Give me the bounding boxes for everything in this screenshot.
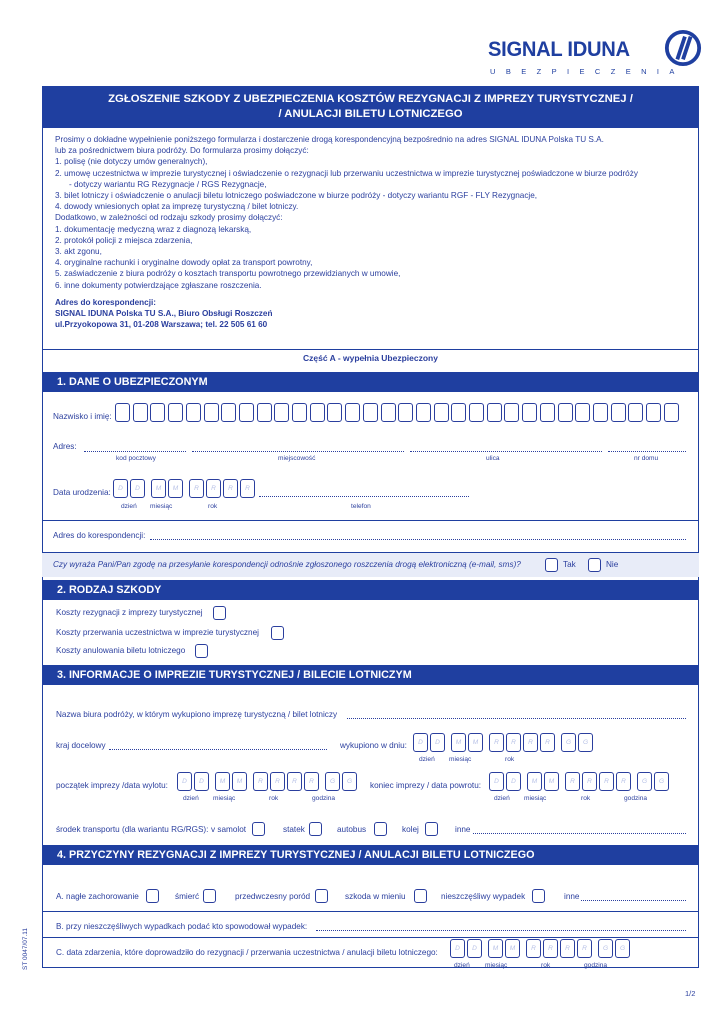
name-char-cell[interactable] <box>363 403 378 422</box>
caption: dzień <box>494 795 510 802</box>
list-item: 2. umowę uczestnictwa w imprezie turystycznej i oświadczenie o rezygnacji lub przerwaniu uczestnictwa w imprezie turystycznej poświadczone w biurze podróży <box>55 168 638 178</box>
event-date-char-cell[interactable]: R <box>526 939 541 958</box>
caption: ulica <box>486 455 500 462</box>
end-date-char-cell[interactable]: G <box>654 772 669 791</box>
end-date-char-cell[interactable]: M <box>527 772 542 791</box>
transport-option-label: autobus <box>337 825 367 834</box>
section-1-header: 1. DANE O UBEZPIECZONYM <box>42 372 699 392</box>
bought-date-label: wykupiono w dniu: <box>340 741 407 750</box>
start-date-char-cell[interactable]: R <box>270 772 285 791</box>
intro-paragraph: lub za pośrednictwem biura podróży. Do formularza prosimy dołączyć: <box>55 146 309 156</box>
transport-option-label: statek <box>283 825 305 834</box>
cause-property-checkbox[interactable] <box>414 889 427 903</box>
name-char-cell[interactable] <box>628 403 643 422</box>
name-char-cell[interactable] <box>504 403 519 422</box>
end-date-label: koniec imprezy / data powrotu: <box>370 781 482 790</box>
bought-date-char-cell[interactable]: R <box>523 733 538 752</box>
agency-label: Nazwa biura podróży, w którym wykupiono imprezę turystyczną / bilet lotniczy <box>56 710 338 719</box>
address-label: Adres: <box>53 442 77 451</box>
cause-label: nieszczęśliwy wypadek <box>441 892 526 901</box>
bought-date-char-cell[interactable]: M <box>451 733 466 752</box>
dob-char-cell[interactable]: R <box>206 479 221 498</box>
list-item: - dotyczy wariantu RG Rezygnacje / RGS Rezygnacje, <box>69 179 267 189</box>
brand-subtitle: UBEZPIECZENIA <box>490 67 685 76</box>
accident-cause-field[interactable] <box>316 930 686 931</box>
bought-date-char-cell[interactable]: R <box>506 733 521 752</box>
event-date-char-cell[interactable]: M <box>505 939 520 958</box>
divider <box>42 349 699 350</box>
dob-char-cell[interactable]: R <box>240 479 255 498</box>
name-char-cell[interactable] <box>416 403 431 422</box>
cause-other-label: inne <box>564 892 580 901</box>
name-char-cell[interactable] <box>434 403 449 422</box>
name-char-cell[interactable] <box>204 403 219 422</box>
caption: rok <box>208 503 218 510</box>
end-date-char-cell[interactable]: R <box>616 772 631 791</box>
form-title-line2: / ANULACJI BILETU LOTNICZEGO <box>278 108 463 120</box>
page-number: 1/2 <box>685 989 696 998</box>
cause-label: A. nagłe zachorowanie <box>56 892 139 901</box>
caption: dzień <box>121 503 137 510</box>
start-date-char-cell[interactable]: M <box>232 772 247 791</box>
cause-birth-checkbox[interactable] <box>315 889 328 903</box>
transport-label: środek transportu (dla wariantu RG/RGS): <box>56 825 209 834</box>
bought-date-char-cell[interactable]: D <box>413 733 428 752</box>
accident-cause-label: B. przy nieszczęśliwych wypadkach podać kto spowodował wypadek: <box>56 922 308 931</box>
caption: dzień <box>183 795 199 802</box>
caption: miesiąc <box>213 795 236 802</box>
name-char-cell[interactable] <box>292 403 307 422</box>
event-date-char-cell[interactable]: M <box>488 939 503 958</box>
name-char-cell[interactable] <box>239 403 254 422</box>
cause-label: przedwczesny poród <box>235 892 311 901</box>
transport-rail-checkbox[interactable] <box>425 822 438 836</box>
name-char-cell[interactable] <box>115 403 130 422</box>
part-a-heading: Część A - wypełnia Ubezpieczony <box>303 353 438 363</box>
caption: miesiąc <box>150 503 173 510</box>
caption: rok <box>269 795 279 802</box>
name-char-cell[interactable] <box>150 403 165 422</box>
transport-option-label: v samolot <box>211 825 247 834</box>
consent-no-label: Nie <box>606 560 619 569</box>
form-code: ST 0047/07.11 <box>22 927 29 970</box>
name-char-cell[interactable] <box>221 403 236 422</box>
agency-field[interactable] <box>347 718 686 719</box>
end-date-char-cell[interactable]: R <box>599 772 614 791</box>
end-date-char-cell[interactable]: M <box>544 772 559 791</box>
bought-date-char-cell[interactable]: G <box>578 733 593 752</box>
consent-yes-checkbox[interactable] <box>545 558 558 572</box>
name-char-cell[interactable] <box>257 403 272 422</box>
signal-iduna-logo-icon <box>664 29 702 67</box>
bought-date-char-cell[interactable]: D <box>430 733 445 752</box>
name-char-cell[interactable] <box>310 403 325 422</box>
event-date-char-cell[interactable]: G <box>615 939 630 958</box>
caption: kod pocztowy <box>116 455 156 462</box>
name-char-cell[interactable] <box>469 403 484 422</box>
section-4-header: 4. PRZYCZYNY REZYGNACJI Z IMPREZY TURYSTYCZNEJ / ANULACJI BILETU LOTNICZEGO <box>42 845 699 865</box>
brand-name: SIGNAL IDUNA <box>488 38 630 61</box>
start-date-char-cell[interactable]: R <box>287 772 302 791</box>
name-char-cell[interactable] <box>274 403 289 422</box>
transport-other-label: inne <box>455 825 471 834</box>
event-date-char-cell[interactable]: R <box>560 939 575 958</box>
start-date-char-cell[interactable]: R <box>253 772 268 791</box>
country-label: kraj docelowy <box>56 741 106 750</box>
caption: nr domu <box>634 455 659 462</box>
end-date-char-cell[interactable]: R <box>582 772 597 791</box>
start-date-char-cell[interactable]: D <box>177 772 192 791</box>
caption: rok <box>581 795 591 802</box>
start-date-label: początek imprezy /data wylotu: <box>56 781 168 790</box>
bought-date-char-cell[interactable]: R <box>489 733 504 752</box>
instructions <box>55 134 695 330</box>
dob-char-cell[interactable]: M <box>151 479 166 498</box>
list-item: 2. protokół policji z miejsca zdarzenia, <box>55 235 193 245</box>
divider <box>42 520 699 521</box>
country-field[interactable] <box>109 749 327 750</box>
list-item: 3. bilet lotniczy i oświadczenie o anulacji biletu lotniczego poświadczone w biurze podróży - dotyczy wariantu RGF - FLY Rezygnacje, <box>55 191 538 201</box>
name-char-cell[interactable] <box>540 403 555 422</box>
caption: rok <box>505 756 515 763</box>
list-item: 6. inne dokumenty potwierdzające zgłaszane roszczenia. <box>55 280 262 290</box>
caption: miesiąc <box>449 756 472 763</box>
list-item: 1. polisę (nie dotyczy umów generalnych), <box>55 157 208 167</box>
name-char-cell[interactable] <box>327 403 342 422</box>
event-date-char-cell[interactable]: R <box>543 939 558 958</box>
list-item: 4. oryginalne rachunki i oryginalne dowody opłat za transport powrotny, <box>55 258 313 268</box>
transport-other-field[interactable] <box>473 833 686 834</box>
end-date-char-cell[interactable]: R <box>565 772 580 791</box>
name-char-cell[interactable] <box>646 403 661 422</box>
name-char-cell[interactable] <box>345 403 360 422</box>
consent-question: Czy wyraża Pani/Pan zgodę na przesyłanie korespondencji odnośnie zgłoszonego roszczenia drogą elektroniczną (e-mail, sms)? <box>53 560 521 569</box>
event-date-char-cell[interactable]: G <box>598 939 613 958</box>
name-char-cell[interactable] <box>593 403 608 422</box>
dob-char-cell[interactable]: M <box>168 479 183 498</box>
caption: godzina <box>624 795 648 802</box>
bought-date-char-cell[interactable]: M <box>468 733 483 752</box>
caption: rok <box>541 962 551 969</box>
address-line: SIGNAL IDUNA Polska TU S.A., Biuro Obsługi Roszczeń <box>55 309 273 319</box>
event-date-char-cell[interactable]: D <box>467 939 482 958</box>
transport-bus-checkbox[interactable] <box>374 822 387 836</box>
cause-label: szkoda w mieniu <box>345 892 406 901</box>
name-char-cell[interactable] <box>186 403 201 422</box>
end-date-char-cell[interactable]: G <box>637 772 652 791</box>
dob-char-cell[interactable]: R <box>189 479 204 498</box>
house-number-field[interactable] <box>608 451 686 452</box>
city-field[interactable] <box>192 451 404 452</box>
dob-char-cell[interactable]: R <box>223 479 238 498</box>
name-char-cell[interactable] <box>575 403 590 422</box>
name-label: Nazwisko i imię: <box>53 412 112 421</box>
dob-char-cell[interactable]: D <box>113 479 128 498</box>
event-date-label: C. data zdarzenia, które doprowadziło do rezygnacji / przerwania uczestnictwa / anulacji biletu lotniczego: <box>56 948 438 957</box>
damage-type-cancellation-checkbox[interactable] <box>213 606 226 620</box>
name-char-cell[interactable] <box>133 403 148 422</box>
list-item: 3. akt zgonu, <box>55 247 102 257</box>
street-field[interactable] <box>410 451 602 452</box>
consent-row <box>42 553 699 577</box>
damage-type-interruption-checkbox[interactable] <box>271 626 284 640</box>
transport-plane-checkbox[interactable] <box>252 822 265 836</box>
bought-date-char-cell[interactable]: R <box>540 733 555 752</box>
list-item: 5. zaświadczenie z biura podróży o kosztach transportu powrotnego przewidzianych w umowie, <box>55 269 401 279</box>
damage-type-label: Koszty rezygnacji z imprezy turystycznej <box>56 608 203 617</box>
caption: miesiąc <box>485 962 508 969</box>
name-char-cell[interactable] <box>664 403 679 422</box>
caption: miesiąc <box>524 795 547 802</box>
list-item: 4. dowody wniesionych opłat za imprezę turystyczną / bilet lotniczy. <box>55 202 299 212</box>
caption: godzina <box>312 795 336 802</box>
start-date-char-cell[interactable]: M <box>215 772 230 791</box>
address-line: ul.Przyokopowa 31, 01-208 Warszawa; tel. 22 505 61 60 <box>55 320 268 330</box>
name-char-cell[interactable] <box>168 403 183 422</box>
form-title <box>42 86 699 128</box>
dob-label: Data urodzenia: <box>53 488 111 497</box>
cause-other-field[interactable] <box>581 900 686 901</box>
caption: dzień <box>454 962 470 969</box>
intro-paragraph: Dodatkowo, w zależności od rodzaju szkody prosimy dołączyć: <box>55 213 283 223</box>
cause-illness-checkbox[interactable] <box>146 889 159 903</box>
name-char-cell[interactable] <box>451 403 466 422</box>
caption: miejscowość <box>278 455 316 462</box>
name-char-cell[interactable] <box>487 403 502 422</box>
name-char-cell[interactable] <box>381 403 396 422</box>
divider <box>42 937 699 938</box>
start-date-char-cell[interactable]: G <box>342 772 357 791</box>
list-item: 1. dokumentację medyczną wraz z diagnozą lekarską, <box>55 224 252 234</box>
correspondence-field[interactable] <box>150 539 686 540</box>
name-char-cell[interactable] <box>522 403 537 422</box>
end-date-char-cell[interactable]: D <box>506 772 521 791</box>
form-title-line1: ZGŁOSZENIE SZKODY Z UBEZPIECZENIA KOSZTÓW REZYGNACJI Z IMPREZY TURYSTYCZNEJ / <box>108 93 633 105</box>
correspondence-label: Adres do korespondencji: <box>53 531 146 540</box>
phone-field[interactable] <box>259 496 469 497</box>
name-char-cell[interactable] <box>398 403 413 422</box>
dob-char-cell[interactable]: D <box>130 479 145 498</box>
damage-type-label: Koszty przerwania uczestnictwa w imprezie turystycznej <box>56 628 259 637</box>
name-char-cell[interactable] <box>558 403 573 422</box>
consent-yes-label: Tak <box>563 560 576 569</box>
divider <box>42 911 699 912</box>
caption: telefon <box>351 503 371 510</box>
event-date-char-cell[interactable]: R <box>577 939 592 958</box>
damage-type-label: Koszty anulowania biletu lotniczego <box>56 646 186 655</box>
transport-ship-checkbox[interactable] <box>309 822 322 836</box>
event-date-char-cell[interactable]: D <box>450 939 465 958</box>
caption: godzina <box>584 962 608 969</box>
cause-label: śmierć <box>175 892 200 901</box>
transport-option-label: kolej <box>402 825 419 834</box>
intro-paragraph: Prosimy o dokładne wypełnienie poniższego formularza i dostarczenie drogą korespondencyjną bezpośrednio na adres SIGNAL IDUNA Polska TU S.A. <box>55 135 604 144</box>
consent-no-checkbox[interactable] <box>588 558 601 572</box>
section-2-header: 2. RODZAJ SZKODY <box>42 580 699 600</box>
start-date-char-cell[interactable]: G <box>325 772 340 791</box>
name-char-cell[interactable] <box>611 403 626 422</box>
end-date-char-cell[interactable]: D <box>489 772 504 791</box>
caption: dzień <box>419 756 435 763</box>
section-3-header: 3. INFORMACJE O IMPREZIE TURYSTYCZNEJ / BILECIE LOTNICZYM <box>42 665 699 685</box>
postal-code-field[interactable] <box>84 451 186 452</box>
start-date-char-cell[interactable]: D <box>194 772 209 791</box>
cause-death-checkbox[interactable] <box>203 889 216 903</box>
bought-date-char-cell[interactable]: G <box>561 733 576 752</box>
start-date-char-cell[interactable]: R <box>304 772 319 791</box>
damage-type-ticket-checkbox[interactable] <box>195 644 208 658</box>
address-title: Adres do korespondencji: <box>55 297 156 307</box>
cause-accident-checkbox[interactable] <box>532 889 545 903</box>
